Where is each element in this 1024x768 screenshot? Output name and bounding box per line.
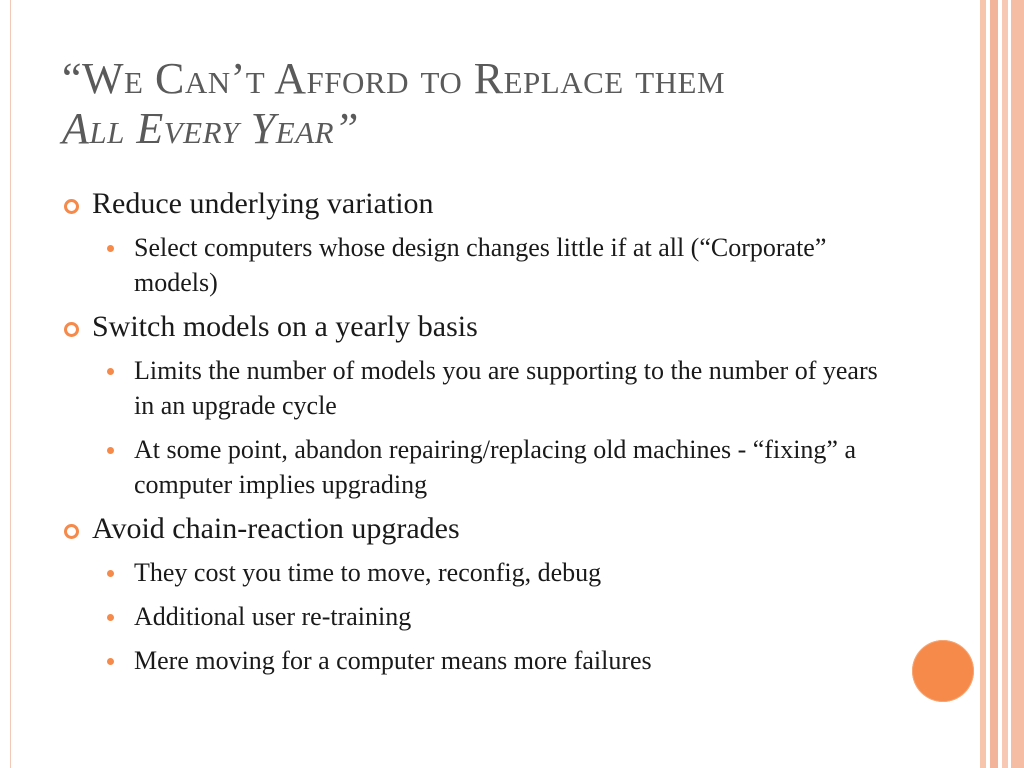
bullet-level2 — [62, 432, 882, 502]
orange-dot-icon — [107, 447, 114, 454]
orange-dot-icon — [107, 368, 114, 375]
orange-dot-icon — [107, 245, 114, 252]
stripe — [990, 0, 998, 768]
bullet-text: Avoid chain-reaction upgrades — [92, 512, 460, 545]
orange-dot-icon — [107, 570, 114, 577]
orange-ring-icon — [64, 524, 79, 539]
bullet-text: Switch models on a yearly basis — [92, 310, 478, 343]
orange-dot-icon — [107, 614, 114, 621]
sub-bullet-text: They cost you time to move, reconfig, debug — [134, 558, 602, 587]
bullet-level1 — [62, 186, 882, 222]
orange-ring-icon — [64, 322, 79, 337]
bullet-level2 — [62, 643, 882, 678]
orange-dot-icon — [107, 658, 114, 665]
bullet-level2 — [62, 230, 882, 300]
bullet-level2 — [62, 555, 882, 590]
sub-bullet-text: Mere moving for a computer means more failures — [134, 646, 652, 675]
bullet-text: Reduce underlying variation — [92, 187, 434, 220]
sub-bullet-text: Limits the number of models you are supporting to the number of years in an upgrade cycle — [134, 356, 878, 420]
bullet-level2 — [62, 353, 882, 423]
orange-circle-decoration — [912, 640, 974, 702]
bullet-level1 — [62, 511, 882, 547]
slide-title-line1: “We Can’t Afford to Replace them — [62, 54, 726, 103]
slide-title-line2: All Every Year” — [62, 104, 359, 153]
left-border-line — [10, 0, 11, 768]
bullet-level2 — [62, 599, 882, 634]
sub-bullet-text: Select computers whose design changes little if at all (“Corporate” models) — [134, 233, 827, 297]
bullet-list — [62, 186, 882, 687]
right-stripe-decoration — [980, 0, 1024, 768]
stripe — [1011, 0, 1024, 768]
slide-title — [62, 54, 912, 154]
sub-bullet-text: At some point, abandon repairing/replacing old machines - “fixing” a computer implies upgrading — [134, 435, 856, 499]
sub-bullet-text: Additional user re-training — [134, 602, 412, 631]
orange-ring-icon — [64, 199, 79, 214]
bullet-level1 — [62, 309, 882, 345]
